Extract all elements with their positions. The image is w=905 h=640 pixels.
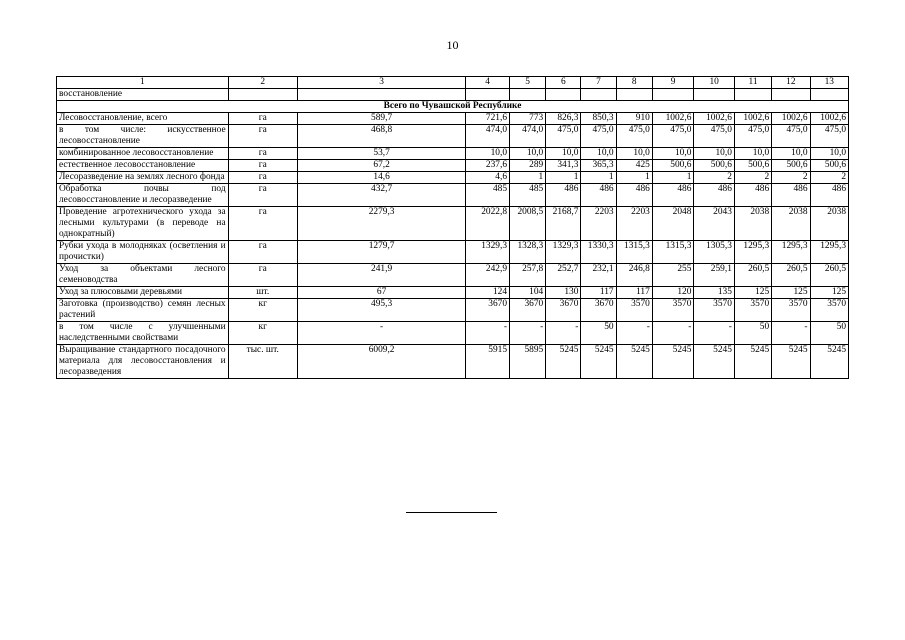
row-value: - [546, 322, 581, 345]
column-number-5: 5 [510, 77, 546, 89]
row-value: - [616, 322, 652, 345]
row-value: 1315,3 [616, 241, 652, 264]
row-name: Лесовосстановление, всего [57, 113, 229, 125]
row-value: 1002,6 [694, 113, 735, 125]
row-value: 500,6 [772, 160, 810, 172]
row-value: 485 [466, 184, 510, 207]
row-value: 5245 [546, 345, 581, 379]
row-value: 5245 [694, 345, 735, 379]
column-number-2: 2 [228, 77, 297, 89]
table-row [57, 345, 849, 379]
row-base-value: 53,7 [297, 148, 465, 160]
row-value: 5245 [652, 345, 694, 379]
row-name: в том числе с улучшенными наследственными свойствами [57, 322, 229, 345]
row-name: Заготовка (производство) семян лесных растений [57, 299, 229, 322]
row-value: 2 [810, 172, 848, 184]
row-value: 10,0 [581, 148, 616, 160]
row-value: 1315,3 [652, 241, 694, 264]
column-number-6: 6 [546, 77, 581, 89]
row-value: 117 [616, 287, 652, 299]
table-row [57, 264, 849, 287]
row-value: 2203 [616, 207, 652, 241]
row-value: 486 [694, 184, 735, 207]
row-value: - [694, 322, 735, 345]
column-number-13: 13 [810, 77, 848, 89]
table-row [57, 113, 849, 125]
table-row [57, 287, 849, 299]
row-name: Выращивание стандартного посадочного материала для лесовосстановления и лесоразведения [57, 345, 229, 379]
row-name: Лесоразведение на землях лесного фонда [57, 172, 229, 184]
row-base-value: - [297, 322, 465, 345]
row-value: 5895 [510, 345, 546, 379]
row-value: 2 [772, 172, 810, 184]
row-value: 10,0 [510, 148, 546, 160]
row-value: 260,5 [772, 264, 810, 287]
row-value: 486 [546, 184, 581, 207]
row-value: 1 [616, 172, 652, 184]
page-number: 10 [446, 38, 459, 52]
table-row [57, 207, 849, 241]
section-title: Всего по Чувашской Республике [57, 101, 849, 113]
row-value: 5245 [772, 345, 810, 379]
row-value: 135 [694, 287, 735, 299]
row-value: 1329,3 [546, 241, 581, 264]
row-base-value: 2279,3 [297, 207, 465, 241]
carry-over-text: восстановление [57, 89, 229, 101]
row-value: 1295,3 [810, 241, 848, 264]
row-value: 117 [581, 287, 616, 299]
row-value: 255 [652, 264, 694, 287]
row-name: в том числе: искусственное лесовосстановление [57, 125, 229, 148]
row-value: 257,8 [510, 264, 546, 287]
row-value: 485 [510, 184, 546, 207]
row-value: 474,0 [466, 125, 510, 148]
row-value: 1002,6 [772, 113, 810, 125]
column-number-8: 8 [616, 77, 652, 89]
row-value: 237,6 [466, 160, 510, 172]
row-value: 124 [466, 287, 510, 299]
row-value: 3570 [652, 299, 694, 322]
row-value: 260,5 [734, 264, 771, 287]
row-value: 2038 [734, 207, 771, 241]
row-value: 5915 [466, 345, 510, 379]
row-name: Проведение агротехнического ухода за лесными культурами (в переводе на однократный) [57, 207, 229, 241]
row-unit: га [228, 160, 297, 172]
row-value: 50 [734, 322, 771, 345]
row-value: 259,1 [694, 264, 735, 287]
row-value: 2 [734, 172, 771, 184]
row-value: 125 [772, 287, 810, 299]
row-value: 3570 [694, 299, 735, 322]
row-unit: кг [228, 299, 297, 322]
row-value: 826,3 [546, 113, 581, 125]
row-value: 10,0 [616, 148, 652, 160]
row-value: 1002,6 [810, 113, 848, 125]
row-unit: га [228, 207, 297, 241]
row-value: 3570 [772, 299, 810, 322]
row-value: 341,3 [546, 160, 581, 172]
row-base-value: 67,2 [297, 160, 465, 172]
row-value: 10,0 [734, 148, 771, 160]
row-value: 486 [616, 184, 652, 207]
column-number-1: 1 [57, 77, 229, 89]
row-value: 2 [694, 172, 735, 184]
row-value: 486 [810, 184, 848, 207]
row-value: 2022,8 [466, 207, 510, 241]
row-name: Обработка почвы под лесовосстановление и лесоразведение [57, 184, 229, 207]
row-value: 2203 [581, 207, 616, 241]
row-value: 130 [546, 287, 581, 299]
table-row [57, 125, 849, 148]
row-base-value: 495,3 [297, 299, 465, 322]
row-unit: тыс. шт. [228, 345, 297, 379]
row-unit: га [228, 125, 297, 148]
row-value: 365,3 [581, 160, 616, 172]
column-number-12: 12 [772, 77, 810, 89]
row-value: 486 [581, 184, 616, 207]
row-value: 1 [546, 172, 581, 184]
column-number-4: 4 [466, 77, 510, 89]
row-value: 5245 [810, 345, 848, 379]
row-value: 475,0 [734, 125, 771, 148]
row-name: Уход за плюсовыми деревьями [57, 287, 229, 299]
row-value: 486 [734, 184, 771, 207]
row-base-value: 241,9 [297, 264, 465, 287]
row-value: 475,0 [546, 125, 581, 148]
row-value: 2048 [652, 207, 694, 241]
row-value: 3570 [810, 299, 848, 322]
row-value: 721,6 [466, 113, 510, 125]
row-value: 2038 [772, 207, 810, 241]
row-value: 1328,3 [510, 241, 546, 264]
row-value: 3670 [466, 299, 510, 322]
column-number-7: 7 [581, 77, 616, 89]
carry-over-row [57, 89, 849, 101]
row-value: 1295,3 [734, 241, 771, 264]
section-row [57, 101, 849, 113]
row-value: 3670 [581, 299, 616, 322]
row-value: 252,7 [546, 264, 581, 287]
column-number-10: 10 [694, 77, 735, 89]
row-value: 1329,3 [466, 241, 510, 264]
row-value: 5245 [734, 345, 771, 379]
row-value: 2168,7 [546, 207, 581, 241]
row-value: 1002,6 [734, 113, 771, 125]
forest-plan-table [56, 76, 849, 379]
row-value: 475,0 [694, 125, 735, 148]
row-value: - [652, 322, 694, 345]
row-value: 1305,3 [694, 241, 735, 264]
row-unit: га [228, 184, 297, 207]
table-row [57, 172, 849, 184]
row-value: 3670 [510, 299, 546, 322]
row-value: 1 [510, 172, 546, 184]
column-number-row [57, 77, 849, 89]
table-row [57, 184, 849, 207]
row-base-value: 14,6 [297, 172, 465, 184]
row-value: - [510, 322, 546, 345]
row-value: 500,6 [694, 160, 735, 172]
row-value: 5245 [616, 345, 652, 379]
row-value: 425 [616, 160, 652, 172]
row-name: Уход за объектами лесного семеноводства [57, 264, 229, 287]
footer-rule [406, 512, 497, 513]
row-value: 232,1 [581, 264, 616, 287]
row-name: комбинированное лесовосстановление [57, 148, 229, 160]
row-value: 120 [652, 287, 694, 299]
row-value: 486 [772, 184, 810, 207]
row-base-value: 432,7 [297, 184, 465, 207]
row-unit: га [228, 148, 297, 160]
row-value: 475,0 [772, 125, 810, 148]
row-value: 2043 [694, 207, 735, 241]
row-value: 246,8 [616, 264, 652, 287]
table-row [57, 148, 849, 160]
row-value: - [772, 322, 810, 345]
row-value: 10,0 [546, 148, 581, 160]
row-value: 125 [810, 287, 848, 299]
row-base-value: 6009,2 [297, 345, 465, 379]
table-row [57, 299, 849, 322]
row-unit: га [228, 264, 297, 287]
row-value: 104 [510, 287, 546, 299]
row-value: 474,0 [510, 125, 546, 148]
row-value: 4,6 [466, 172, 510, 184]
row-value: 475,0 [652, 125, 694, 148]
row-value: 850,3 [581, 113, 616, 125]
row-value: 910 [616, 113, 652, 125]
row-value: 773 [510, 113, 546, 125]
row-value: 500,6 [652, 160, 694, 172]
row-value: 475,0 [616, 125, 652, 148]
row-name: Рубки ухода в молодняках (осветления и прочистки) [57, 241, 229, 264]
row-value: 50 [810, 322, 848, 345]
table-row [57, 241, 849, 264]
row-value: 3570 [616, 299, 652, 322]
row-value: 2038 [810, 207, 848, 241]
row-value: 1330,3 [581, 241, 616, 264]
row-value: 289 [510, 160, 546, 172]
row-value: 2008,5 [510, 207, 546, 241]
row-base-value: 67 [297, 287, 465, 299]
row-value: 1002,6 [652, 113, 694, 125]
row-value: 1 [652, 172, 694, 184]
row-value: 5245 [581, 345, 616, 379]
row-value: 475,0 [810, 125, 848, 148]
row-value: 50 [581, 322, 616, 345]
row-base-value: 468,8 [297, 125, 465, 148]
column-number-9: 9 [652, 77, 694, 89]
row-value: 260,5 [810, 264, 848, 287]
row-name: естественное лесовосстановление [57, 160, 229, 172]
row-value: 475,0 [581, 125, 616, 148]
row-value: 3670 [546, 299, 581, 322]
row-value: 125 [734, 287, 771, 299]
table-row [57, 160, 849, 172]
row-value: - [466, 322, 510, 345]
row-value: 3570 [734, 299, 771, 322]
row-value: 10,0 [466, 148, 510, 160]
row-unit: шт. [228, 287, 297, 299]
row-unit: га [228, 172, 297, 184]
row-value: 10,0 [652, 148, 694, 160]
table-row [57, 322, 849, 345]
row-value: 486 [652, 184, 694, 207]
column-number-3: 3 [297, 77, 465, 89]
row-value: 500,6 [810, 160, 848, 172]
column-number-11: 11 [734, 77, 771, 89]
row-base-value: 1279,7 [297, 241, 465, 264]
row-value: 10,0 [694, 148, 735, 160]
row-base-value: 589,7 [297, 113, 465, 125]
row-value: 500,6 [734, 160, 771, 172]
row-unit: га [228, 241, 297, 264]
row-value: 10,0 [772, 148, 810, 160]
row-unit: га [228, 113, 297, 125]
row-value: 1295,3 [772, 241, 810, 264]
row-value: 242,9 [466, 264, 510, 287]
row-value: 10,0 [810, 148, 848, 160]
row-unit: кг [228, 322, 297, 345]
row-value: 1 [581, 172, 616, 184]
